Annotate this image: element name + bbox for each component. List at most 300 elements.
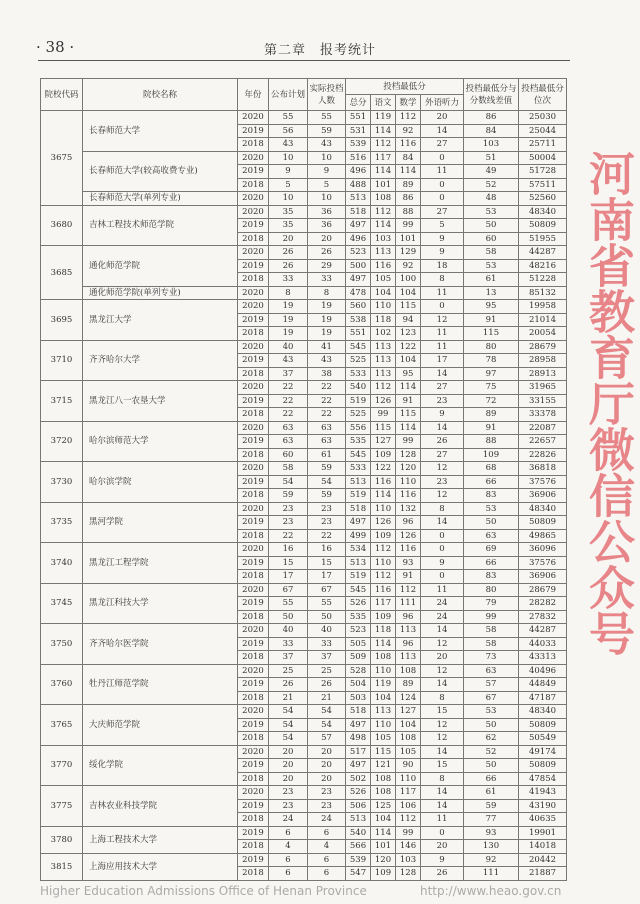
watermark-url: http://www.heao.gov.cn [420, 884, 562, 898]
cell-rank: 28913 [519, 367, 567, 381]
cell-year: 2018 [238, 570, 269, 584]
cell-chinese: 110 [371, 300, 396, 314]
admission-table [40, 78, 567, 881]
table-row [41, 192, 567, 206]
cell-actual: 26 [308, 246, 346, 260]
cell-listening: 9 [421, 408, 464, 422]
cell-year: 2019 [238, 165, 269, 179]
school-name: 齐齐哈尔大学 [83, 340, 238, 381]
cell-listening: 0 [421, 570, 464, 584]
cell-plan: 17 [269, 570, 308, 584]
cell-chinese: 108 [371, 772, 396, 786]
cell-plan: 19 [269, 327, 308, 341]
cell-total: 545 [346, 583, 371, 597]
cell-rank: 49174 [519, 745, 567, 759]
table-row [41, 745, 567, 759]
cell-rank: 25711 [519, 138, 567, 152]
cell-actual: 4 [308, 840, 346, 854]
cell-math: 116 [396, 543, 421, 557]
school-code: 3710 [41, 340, 83, 381]
cell-diff: 103 [464, 138, 519, 152]
cell-plan: 15 [269, 556, 308, 570]
cell-listening: 9 [421, 246, 464, 260]
cell-diff: 91 [464, 313, 519, 327]
cell-listening: 9 [421, 232, 464, 246]
cell-actual: 23 [308, 786, 346, 800]
cell-total: 560 [346, 300, 371, 314]
cell-year: 2020 [238, 192, 269, 206]
cell-year: 2018 [238, 408, 269, 422]
cell-rank: 28679 [519, 583, 567, 597]
cell-listening: 0 [421, 192, 464, 206]
table-row [41, 462, 567, 476]
cell-math: 89 [396, 178, 421, 192]
table-row [41, 786, 567, 800]
cell-total: 496 [346, 232, 371, 246]
col-listening: 外语听力 [421, 95, 464, 111]
cell-actual: 22 [308, 381, 346, 395]
cell-total: 513 [346, 475, 371, 489]
cell-diff: 83 [464, 489, 519, 503]
table-row [41, 826, 567, 840]
cell-actual: 6 [308, 853, 346, 867]
cell-chinese: 109 [371, 448, 396, 462]
table-row [41, 502, 567, 516]
school-name: 黑河学院 [83, 502, 238, 543]
cell-chinese: 118 [371, 624, 396, 638]
cell-chinese: 114 [371, 637, 396, 651]
cell-listening: 0 [421, 300, 464, 314]
cell-actual: 6 [308, 826, 346, 840]
cell-actual: 25 [308, 664, 346, 678]
cell-plan: 56 [269, 124, 308, 138]
cell-chinese: 116 [371, 259, 396, 273]
cell-plan: 26 [269, 246, 308, 260]
cell-listening: 11 [421, 286, 464, 300]
cell-chinese: 101 [371, 840, 396, 854]
cell-actual: 54 [308, 718, 346, 732]
cell-year: 2019 [238, 678, 269, 692]
cell-listening: 17 [421, 354, 464, 368]
cell-listening: 20 [421, 840, 464, 854]
school-name: 哈尔滨师范大学 [83, 421, 238, 462]
cell-actual: 10 [308, 192, 346, 206]
cell-year: 2018 [238, 327, 269, 341]
cell-actual: 33 [308, 637, 346, 651]
table-row [41, 624, 567, 638]
cell-math: 113 [396, 651, 421, 665]
cell-chinese: 114 [371, 826, 396, 840]
cell-actual: 24 [308, 813, 346, 827]
cell-year: 2018 [238, 448, 269, 462]
school-name: 通化师范学院 [83, 246, 238, 287]
cell-actual: 63 [308, 435, 346, 449]
cell-year: 2018 [238, 138, 269, 152]
cell-math: 95 [396, 367, 421, 381]
cell-diff: 77 [464, 813, 519, 827]
cell-chinese: 119 [371, 678, 396, 692]
cell-rank: 28679 [519, 340, 567, 354]
school-name: 绥化学院 [83, 745, 238, 786]
school-code: 3715 [41, 381, 83, 422]
cell-math: 113 [396, 624, 421, 638]
cell-rank: 21887 [519, 867, 567, 881]
cell-rank: 21014 [519, 313, 567, 327]
cell-diff: 69 [464, 543, 519, 557]
cell-diff: 66 [464, 556, 519, 570]
cell-actual: 10 [308, 151, 346, 165]
cell-diff: 53 [464, 205, 519, 219]
cell-actual: 8 [308, 286, 346, 300]
cell-year: 2018 [238, 273, 269, 287]
cell-math: 99 [396, 435, 421, 449]
cell-math: 104 [396, 286, 421, 300]
cell-diff: 88 [464, 435, 519, 449]
cell-math: 100 [396, 273, 421, 287]
cell-listening: 27 [421, 381, 464, 395]
cell-math: 103 [396, 853, 421, 867]
cell-math: 115 [396, 408, 421, 422]
cell-actual: 36 [308, 219, 346, 233]
cell-listening: 11 [421, 583, 464, 597]
page-number: · 38 · [36, 38, 75, 56]
col-chinese: 语文 [371, 95, 396, 111]
cell-math: 105 [396, 745, 421, 759]
cell-plan: 60 [269, 448, 308, 462]
cell-math: 116 [396, 489, 421, 503]
cell-chinese: 112 [371, 381, 396, 395]
cell-year: 2020 [238, 421, 269, 435]
cell-year: 2019 [238, 475, 269, 489]
cell-chinese: 120 [371, 853, 396, 867]
cell-diff: 66 [464, 772, 519, 786]
cell-actual: 54 [308, 705, 346, 719]
cell-chinese: 113 [371, 246, 396, 260]
cell-listening: 14 [421, 745, 464, 759]
cell-listening: 11 [421, 327, 464, 341]
cell-actual: 43 [308, 138, 346, 152]
cell-actual: 40 [308, 624, 346, 638]
cell-year: 2020 [238, 151, 269, 165]
cell-chinese: 112 [371, 205, 396, 219]
cell-rank: 50809 [519, 219, 567, 233]
cell-plan: 54 [269, 705, 308, 719]
school-code: 3680 [41, 205, 83, 246]
school-code: 3775 [41, 786, 83, 827]
header-rule [38, 60, 570, 61]
cell-math: 115 [396, 300, 421, 314]
cell-rank: 31965 [519, 381, 567, 395]
watermark-en: Higher Education Admissions Office of Henan Province [40, 884, 367, 898]
cell-year: 2018 [238, 813, 269, 827]
cell-plan: 23 [269, 502, 308, 516]
school-name: 哈尔滨学院 [83, 462, 238, 503]
school-code: 3685 [41, 246, 83, 300]
cell-actual: 29 [308, 259, 346, 273]
cell-chinese: 103 [371, 232, 396, 246]
table-row [41, 664, 567, 678]
cell-year: 2020 [238, 745, 269, 759]
cell-actual: 17 [308, 570, 346, 584]
cell-diff: 75 [464, 381, 519, 395]
school-code: 3750 [41, 624, 83, 665]
cell-actual: 6 [308, 867, 346, 881]
cell-plan: 26 [269, 259, 308, 273]
cell-listening: 0 [421, 151, 464, 165]
cell-total: 525 [346, 408, 371, 422]
table-row [41, 111, 567, 125]
cell-total: 539 [346, 853, 371, 867]
cell-rank: 44033 [519, 637, 567, 651]
table-row [41, 543, 567, 557]
cell-diff: 53 [464, 502, 519, 516]
cell-rank: 25030 [519, 111, 567, 125]
school-code: 3675 [41, 111, 83, 206]
cell-diff: 99 [464, 610, 519, 624]
cell-plan: 25 [269, 664, 308, 678]
cell-plan: 23 [269, 516, 308, 530]
cell-rank: 27832 [519, 610, 567, 624]
cell-total: 478 [346, 286, 371, 300]
cell-chinese: 99 [371, 408, 396, 422]
col-name: 院校名称 [83, 79, 238, 111]
cell-math: 128 [396, 867, 421, 881]
cell-chinese: 108 [371, 192, 396, 206]
cell-rank: 44287 [519, 624, 567, 638]
school-name: 黑龙江工程学院 [83, 543, 238, 584]
cell-year: 2019 [238, 556, 269, 570]
cell-year: 2018 [238, 772, 269, 786]
cell-math: 123 [396, 327, 421, 341]
cell-total: 538 [346, 313, 371, 327]
cell-rank: 52560 [519, 192, 567, 206]
cell-year: 2020 [238, 705, 269, 719]
cell-plan: 5 [269, 178, 308, 192]
cell-listening: 8 [421, 502, 464, 516]
cell-plan: 20 [269, 772, 308, 786]
cell-year: 2019 [238, 354, 269, 368]
cell-actual: 19 [308, 313, 346, 327]
cell-plan: 24 [269, 813, 308, 827]
cell-total: 499 [346, 529, 371, 543]
cell-listening: 12 [421, 462, 464, 476]
cell-plan: 20 [269, 745, 308, 759]
cell-actual: 5 [308, 178, 346, 192]
cell-year: 2018 [238, 867, 269, 881]
cell-chinese: 117 [371, 597, 396, 611]
cell-math: 84 [396, 151, 421, 165]
cell-plan: 63 [269, 421, 308, 435]
cell-diff: 92 [464, 853, 519, 867]
school-name: 大庆师范学院 [83, 705, 238, 746]
cell-actual: 23 [308, 799, 346, 813]
cell-actual: 23 [308, 502, 346, 516]
cell-rank: 25044 [519, 124, 567, 138]
cell-diff: 83 [464, 570, 519, 584]
cell-actual: 20 [308, 772, 346, 786]
cell-year: 2018 [238, 232, 269, 246]
cell-listening: 8 [421, 273, 464, 287]
cell-total: 545 [346, 340, 371, 354]
cell-total: 498 [346, 732, 371, 746]
cell-math: 108 [396, 732, 421, 746]
cell-diff: 86 [464, 111, 519, 125]
cell-math: 92 [396, 259, 421, 273]
cell-listening: 12 [421, 664, 464, 678]
cell-diff: 109 [464, 448, 519, 462]
cell-actual: 21 [308, 691, 346, 705]
cell-actual: 33 [308, 273, 346, 287]
table-row [41, 705, 567, 719]
school-name: 长春师范大学 [83, 111, 238, 152]
col-rank: 投档最低分位次 [519, 79, 567, 111]
cell-diff: 49 [464, 165, 519, 179]
cell-rank: 51955 [519, 232, 567, 246]
cell-listening: 14 [421, 367, 464, 381]
cell-year: 2020 [238, 502, 269, 516]
cell-chinese: 104 [371, 813, 396, 827]
cell-math: 114 [396, 381, 421, 395]
cell-chinese: 101 [371, 178, 396, 192]
cell-rank: 43190 [519, 799, 567, 813]
cell-chinese: 110 [371, 556, 396, 570]
school-name: 黑龙江科技大学 [83, 583, 238, 624]
cell-diff: 58 [464, 637, 519, 651]
cell-plan: 19 [269, 313, 308, 327]
cell-plan: 43 [269, 354, 308, 368]
cell-listening: 26 [421, 867, 464, 881]
cell-rank: 14018 [519, 840, 567, 854]
cell-year: 2018 [238, 529, 269, 543]
cell-math: 91 [396, 570, 421, 584]
cell-plan: 26 [269, 678, 308, 692]
cell-plan: 37 [269, 367, 308, 381]
cell-listening: 14 [421, 799, 464, 813]
cell-chinese: 113 [371, 705, 396, 719]
cell-rank: 48216 [519, 259, 567, 273]
school-name: 上海应用技术大学 [83, 853, 238, 880]
cell-listening: 27 [421, 138, 464, 152]
cell-listening: 27 [421, 448, 464, 462]
cell-actual: 54 [308, 475, 346, 489]
cell-math: 129 [396, 246, 421, 260]
cell-chinese: 119 [371, 111, 396, 125]
school-name: 黑龙江大学 [83, 300, 238, 341]
cell-diff: 63 [464, 529, 519, 543]
cell-listening: 12 [421, 489, 464, 503]
cell-total: 513 [346, 192, 371, 206]
cell-chinese: 110 [371, 718, 396, 732]
cell-math: 126 [396, 529, 421, 543]
cell-chinese: 102 [371, 327, 396, 341]
cell-diff: 73 [464, 651, 519, 665]
cell-math: 114 [396, 165, 421, 179]
cell-rank: 48340 [519, 502, 567, 516]
cell-year: 2019 [238, 637, 269, 651]
cell-chinese: 112 [371, 138, 396, 152]
cell-year: 2018 [238, 610, 269, 624]
cell-diff: 97 [464, 367, 519, 381]
cell-chinese: 108 [371, 786, 396, 800]
cell-year: 2020 [238, 543, 269, 557]
cell-rank: 47854 [519, 772, 567, 786]
cell-total: 526 [346, 597, 371, 611]
cell-rank: 22087 [519, 421, 567, 435]
cell-listening: 12 [421, 732, 464, 746]
cell-chinese: 125 [371, 799, 396, 813]
cell-year: 2019 [238, 435, 269, 449]
school-name: 上海工程技术大学 [83, 826, 238, 853]
cell-diff: 66 [464, 475, 519, 489]
cell-diff: 61 [464, 273, 519, 287]
cell-rank: 48340 [519, 205, 567, 219]
cell-total: 517 [346, 745, 371, 759]
cell-plan: 40 [269, 624, 308, 638]
cell-plan: 35 [269, 219, 308, 233]
cell-math: 90 [396, 759, 421, 773]
cell-diff: 68 [464, 462, 519, 476]
watermark-main: 河南省教育厅微信公众号 [582, 150, 636, 656]
cell-math: 93 [396, 556, 421, 570]
cell-plan: 35 [269, 205, 308, 219]
cell-listening: 0 [421, 529, 464, 543]
cell-math: 110 [396, 475, 421, 489]
cell-chinese: 115 [371, 421, 396, 435]
cell-math: 127 [396, 705, 421, 719]
cell-year: 2018 [238, 840, 269, 854]
cell-total: 497 [346, 516, 371, 530]
cell-total: 496 [346, 165, 371, 179]
cell-actual: 38 [308, 367, 346, 381]
cell-chinese: 126 [371, 394, 396, 408]
school-name: 牡丹江师范学院 [83, 664, 238, 705]
cell-year: 2020 [238, 583, 269, 597]
cell-math: 146 [396, 840, 421, 854]
cell-math: 117 [396, 786, 421, 800]
cell-actual: 26 [308, 678, 346, 692]
cell-chinese: 122 [371, 462, 396, 476]
cell-rank: 28958 [519, 354, 567, 368]
col-diff: 投档最低分与分数线差值 [464, 79, 519, 111]
school-code: 3720 [41, 421, 83, 462]
cell-rank: 40496 [519, 664, 567, 678]
table-row [41, 151, 567, 165]
cell-diff: 67 [464, 691, 519, 705]
cell-rank: 47187 [519, 691, 567, 705]
cell-math: 92 [396, 124, 421, 138]
cell-chinese: 112 [371, 570, 396, 584]
cell-total: 551 [346, 111, 371, 125]
cell-plan: 59 [269, 489, 308, 503]
cell-year: 2018 [238, 651, 269, 665]
cell-total: 528 [346, 664, 371, 678]
school-name: 长春师范大学(单列专业) [83, 192, 238, 206]
cell-math: 114 [396, 421, 421, 435]
cell-listening: 12 [421, 637, 464, 651]
cell-listening: 0 [421, 826, 464, 840]
cell-actual: 59 [308, 462, 346, 476]
school-name: 吉林工程技术师范学院 [83, 205, 238, 246]
cell-diff: 115 [464, 327, 519, 341]
cell-year: 2019 [238, 799, 269, 813]
cell-year: 2020 [238, 381, 269, 395]
cell-math: 110 [396, 772, 421, 786]
cell-total: 518 [346, 705, 371, 719]
cell-rank: 28282 [519, 597, 567, 611]
cell-year: 2019 [238, 394, 269, 408]
cell-total: 513 [346, 556, 371, 570]
cell-diff: 50 [464, 759, 519, 773]
